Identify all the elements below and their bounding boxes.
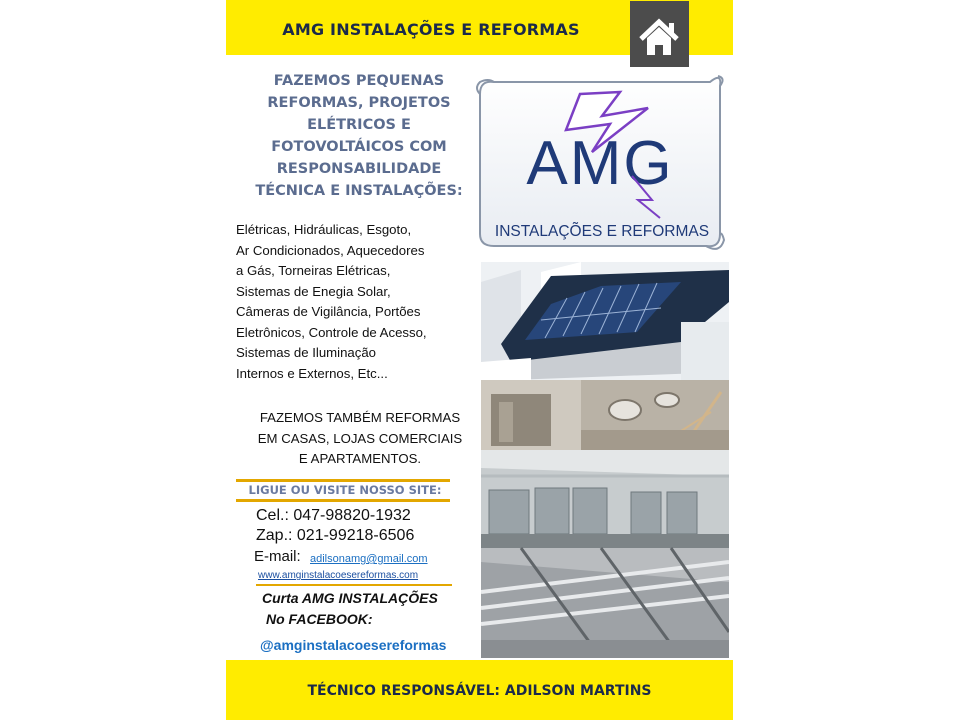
headline-line: ELÉTRICOS E	[307, 117, 411, 133]
divider	[236, 499, 450, 502]
header-title: AMG INSTALAÇÕES E REFORMAS	[282, 20, 580, 39]
services-list	[236, 220, 480, 384]
photo-collage	[481, 262, 729, 658]
service-line: Internos e Externos, Etc...	[236, 365, 388, 381]
renovation-line: E APARTAMENTOS.	[298, 451, 422, 466]
headline-line: FOTOVOLTÁICOS COM	[271, 139, 447, 155]
solar-roof-photo	[481, 262, 729, 380]
whatsapp-phone: Zap.: 021-99218-6506	[256, 527, 415, 544]
email-link[interactable]: adilsonamg@gmail.com	[310, 553, 428, 565]
renovation-note	[240, 408, 480, 470]
service-line: a Gás, Torneiras Elétricas,	[236, 263, 391, 278]
house-icon	[630, 1, 689, 67]
service-line: Sistemas de Iluminação	[236, 345, 377, 360]
divider	[256, 584, 452, 586]
divider	[236, 479, 450, 482]
electrical-room-photo	[481, 450, 729, 548]
email-label: E-mail:	[254, 548, 301, 565]
site-label: LIGUE OU VISITE NOSSO SITE:	[248, 483, 442, 497]
cel-phone: Cel.: 047-98820-1932	[256, 507, 411, 524]
service-line: Ar Condicionados, Aquecedores	[236, 242, 425, 258]
service-line: Eletrônicos, Controle de Acesso,	[236, 324, 427, 340]
facebook-handle[interactable]: @amginstalacoesereformas	[260, 637, 447, 653]
service-line: Sistemas de Enegia Solar,	[236, 283, 391, 299]
service-line: Câmeras de Vigilância, Portões	[236, 304, 421, 319]
renovation-line: EM CASAS, LOJAS COMERCIAIS	[257, 430, 463, 446]
conduit-ceiling-photo	[481, 548, 729, 658]
renovation-line: FAZEMOS TAMBÉM REFORMAS	[259, 410, 461, 425]
headline-line: RESPONSABILIDADE	[276, 161, 442, 177]
amg-logo	[474, 68, 726, 264]
facebook-line: Curta AMG INSTALAÇÕES	[262, 590, 438, 606]
construction-photo	[481, 380, 729, 450]
headline-line: REFORMAS, PROJETOS	[267, 95, 451, 111]
footer-title: TÉCNICO RESPONSÁVEL: ADILSON MARTINS	[307, 683, 652, 699]
facebook-line: No FACEBOOK:	[266, 611, 373, 627]
website-link[interactable]: www.amginstalacoesereformas.com	[258, 570, 419, 581]
headline	[252, 70, 466, 202]
headline-line: FAZEMOS PEQUENAS	[273, 73, 445, 89]
service-line: Elétricas, Hidráulicas, Esgoto,	[236, 222, 412, 237]
flyer	[226, 0, 733, 720]
logo-text: AMG	[526, 129, 674, 198]
logo-subtitle: INSTALAÇÕES E REFORMAS	[494, 223, 710, 240]
headline-line: TÉCNICA E INSTALAÇÕES:	[255, 183, 463, 199]
